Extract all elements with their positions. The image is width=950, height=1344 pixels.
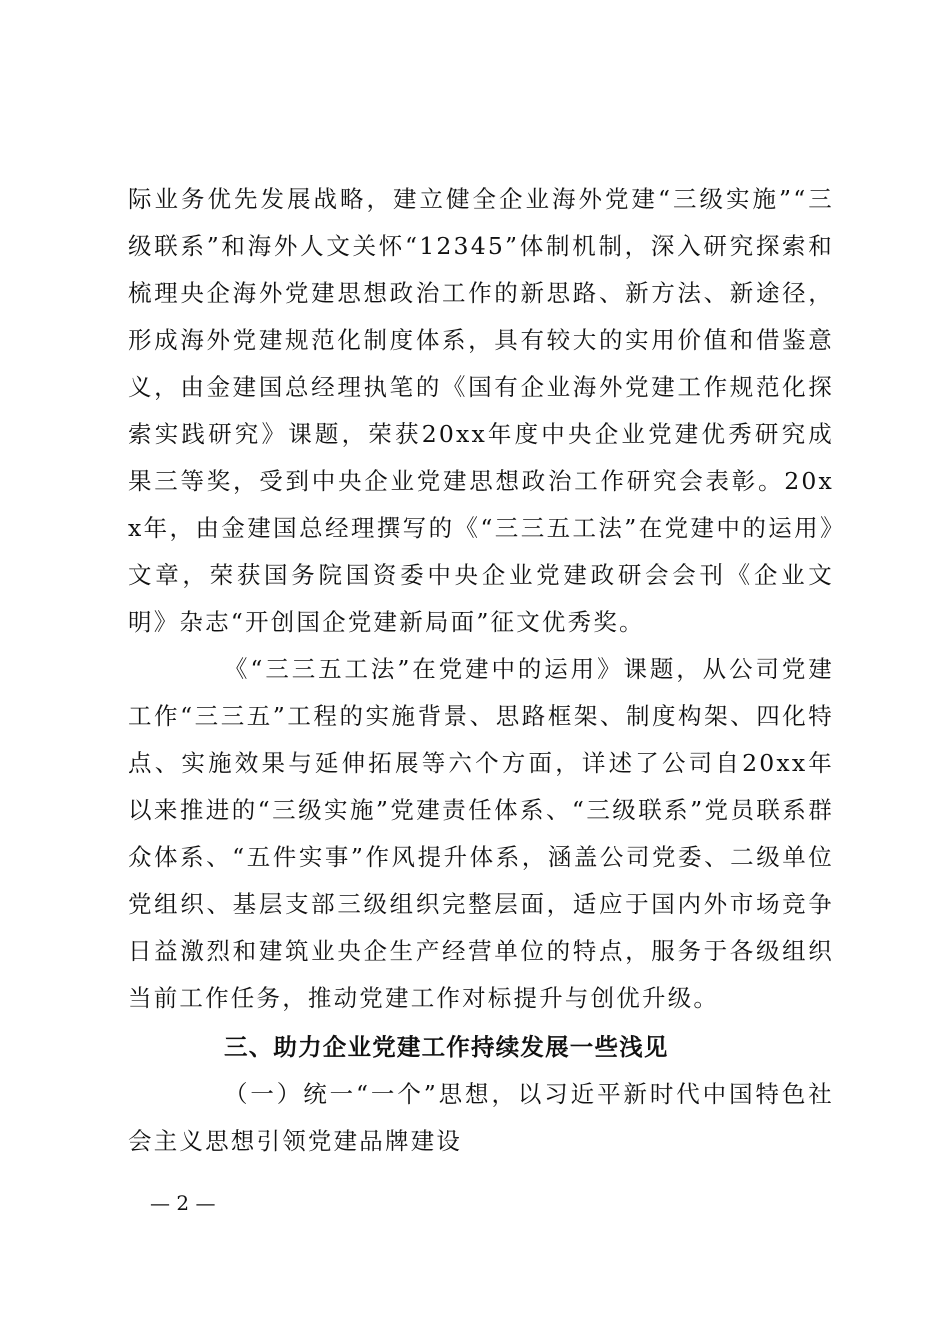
body-paragraph: 际业务优先发展战略，建立健全企业海外党建“三级实施”“三级联系”和海外人文关怀“12345”体制机制，深入研究探索和梳理央企海外党建思想政治工作的新思路、新方法、新途径，形成海外党建规范化制度体系，具有较大的实用价值和借鉴意义，由金建国总经理执笔的《国有企业海外党建工作规范化探索实践研究》课题，荣获20xx年度中央企业党建优秀研究成果三等奖，受到中央企业党建思想政治工作研究会表彰。20xx年，由金建国总经理撰写的《“三三五工法”在党建中的运用》文章，荣获国务院国资委中央企业党建政研会会刊《企业文明》杂志“开创国企党建新局面”征文优秀奖。	[128, 185, 834, 636]
subsection-heading: （一）统一“一个”思想，以习近平新时代中国特色社会主义思想引领党建品牌建设	[128, 1080, 834, 1155]
page-number: — 2 —	[150, 1191, 216, 1215]
section-heading: 三、助力企业党建工作持续发展一些浅见	[224, 1033, 669, 1061]
body-paragraph: 《“三三五工法”在党建中的运用》课题，从公司党建工作“三三五”工程的实施背景、思路框架、制度构架、四化特点、实施效果与延伸拓展等六个方面，详述了公司自20xx年以来推进的“三级实施”党建责任体系、“三级联系”党员联系群众体系、“五件实事”作风提升体系，涵盖公司党委、二级单位党组织、基层支部三级组织完整层面，适应于国内外市场竞争日益激烈和建筑业央企生产经营单位的特点，服务于各级组织当前工作任务，推动党建工作对标提升与创优升级。	[128, 655, 834, 1012]
